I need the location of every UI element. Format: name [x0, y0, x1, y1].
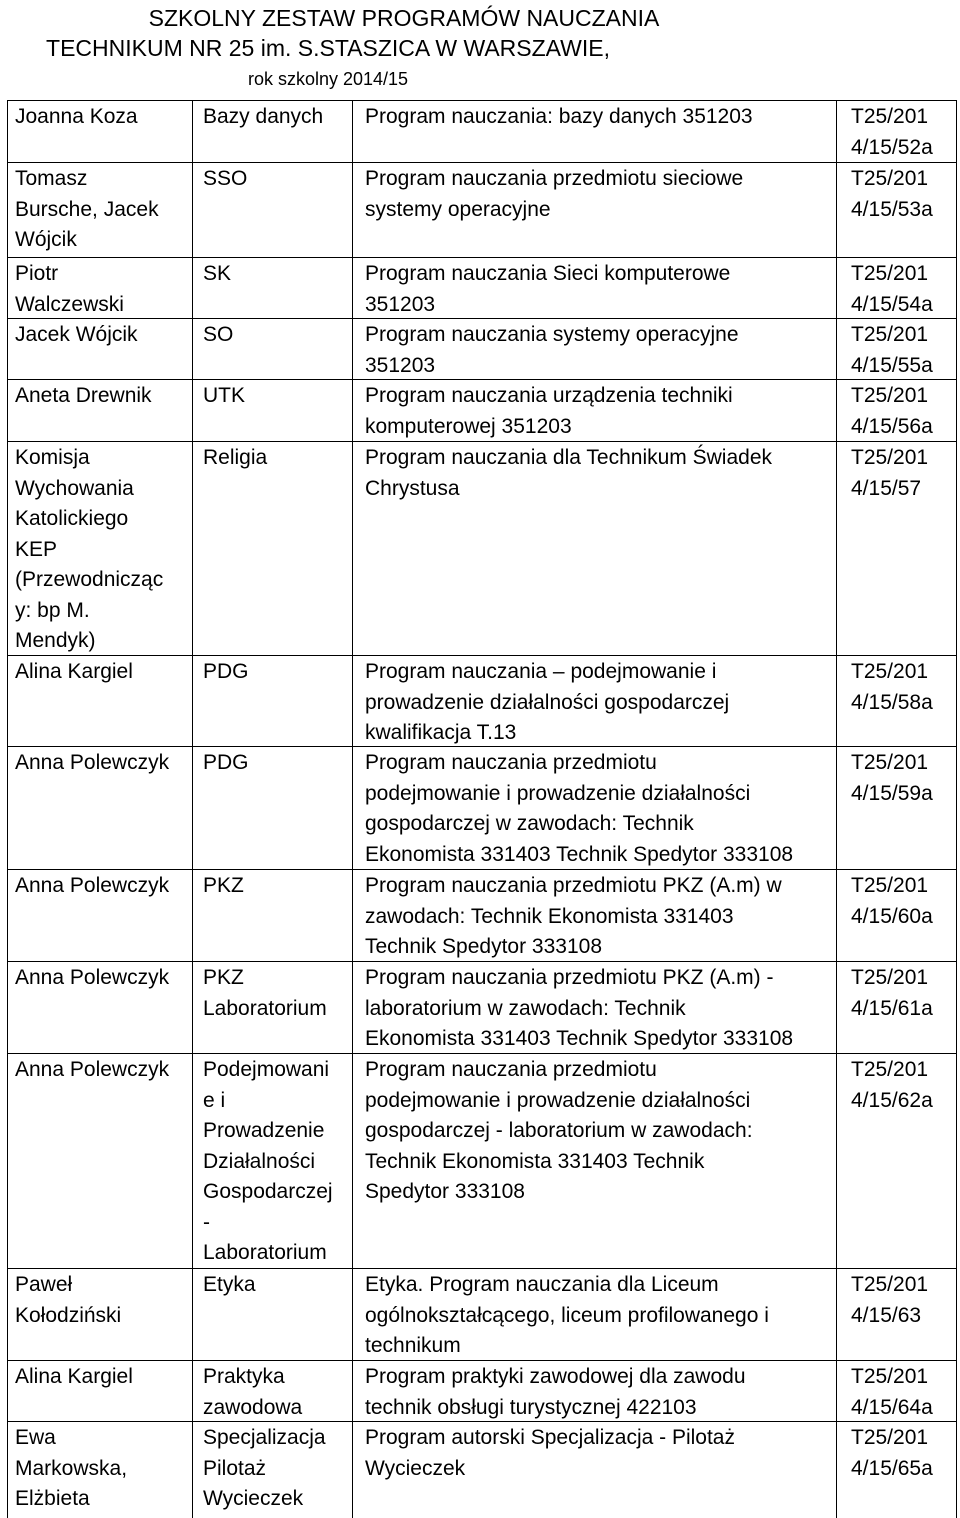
- author-cell: Joanna Koza: [15, 105, 138, 128]
- row-divider: [7, 746, 957, 747]
- author-cell: Alina Kargiel: [15, 1365, 133, 1388]
- subject-cell: Gospodarczej: [203, 1180, 333, 1203]
- program-cell: podejmowanie i prowadzenie działalności: [365, 1088, 751, 1112]
- school-year: rok szkolny 2014/15: [247, 69, 409, 89]
- row-divider: [7, 869, 957, 870]
- program-cell: Program nauczania urządzenia techniki: [365, 384, 733, 407]
- program-cell: Chrystusa: [365, 476, 460, 500]
- author-cell: Wójcik: [15, 228, 77, 251]
- row-divider: [7, 318, 957, 319]
- author-cell: Anna Polewczyk: [15, 966, 170, 989]
- program-cell: kwalifikacja T.13: [365, 721, 517, 744]
- subject-cell: Specjalizacja: [203, 1426, 326, 1449]
- subject-cell: Etyka: [203, 1273, 256, 1296]
- author-cell: Wychowania: [15, 476, 134, 500]
- code-cell: 4/15/64a: [851, 1395, 933, 1419]
- row-divider: [7, 441, 957, 442]
- author-cell: Komisja: [15, 446, 90, 469]
- program-cell: komputerowej 351203: [365, 414, 572, 438]
- subject-cell: PDG: [203, 660, 249, 683]
- program-cell: Etyka. Program nauczania dla Liceum: [365, 1273, 719, 1296]
- subject-cell: PDG: [203, 751, 249, 774]
- title-line-1: SZKOLNY ZESTAW PROGRAMÓW NAUCZANIA: [148, 5, 660, 31]
- code-cell: T25/201: [851, 167, 929, 190]
- author-cell: Anna Polewczyk: [15, 751, 170, 774]
- program-cell: Ekonomista 331403 Technik Spedytor 333108: [365, 1027, 794, 1050]
- subject-cell: UTK: [203, 384, 245, 407]
- program-cell: podejmowanie i prowadzenie działalności: [365, 781, 751, 805]
- author-cell: Tomasz: [15, 167, 88, 190]
- author-cell: Alina Kargiel: [15, 660, 133, 683]
- subject-cell: zawodowa: [203, 1395, 303, 1419]
- row-divider: [7, 1421, 957, 1422]
- subject-cell: Religia: [203, 446, 268, 469]
- subject-cell: -: [203, 1210, 210, 1234]
- subject-cell: Laboratorium: [203, 1241, 327, 1264]
- author-cell: Walczewski: [15, 292, 124, 316]
- program-cell: Technik Ekonomista 331403 Technik: [365, 1149, 705, 1173]
- author-cell: (Przewodnicząc: [15, 568, 164, 591]
- subject-cell: Wycieczek: [203, 1487, 304, 1510]
- program-cell: laboratorium w zawodach: Technik: [365, 996, 686, 1020]
- program-cell: Program nauczania – podejmowanie i: [365, 660, 717, 683]
- subject-cell: e i: [203, 1088, 226, 1112]
- author-cell: Paweł: [15, 1273, 73, 1296]
- row-divider: [7, 655, 957, 656]
- code-cell: T25/201: [851, 262, 929, 285]
- program-cell: zawodach: Technik Ekonomista 331403: [365, 904, 734, 928]
- code-cell: T25/201: [851, 1273, 929, 1296]
- code-cell: 4/15/62a: [851, 1088, 933, 1112]
- code-cell: 4/15/58a: [851, 690, 933, 714]
- program-cell: systemy operacyjne: [365, 197, 551, 221]
- code-cell: T25/201: [851, 966, 929, 989]
- program-cell: Spedytor 333108: [365, 1180, 525, 1203]
- table-divider-3: [836, 100, 837, 1518]
- row-divider: [7, 1053, 957, 1054]
- row-divider: [7, 1360, 957, 1361]
- author-cell: Markowska,: [15, 1456, 128, 1480]
- program-cell: Program nauczania przedmiotu PKZ (A.m) w: [365, 874, 782, 897]
- code-cell: T25/201: [851, 105, 929, 128]
- author-cell: Elżbieta: [15, 1487, 90, 1510]
- author-cell: Anna Polewczyk: [15, 874, 170, 897]
- subject-cell: Laboratorium: [203, 996, 327, 1020]
- table-divider-1: [192, 100, 193, 1518]
- title-line-2: TECHNIKUM NR 25 im. S.STASZICA W WARSZAWIE,: [46, 35, 610, 61]
- row-divider: [7, 162, 957, 163]
- code-cell: T25/201: [851, 446, 929, 469]
- subject-cell: SK: [203, 262, 232, 285]
- subject-cell: SO: [203, 323, 234, 346]
- code-cell: T25/201: [851, 660, 929, 683]
- program-cell: Ekonomista 331403 Technik Spedytor 333108: [365, 842, 794, 866]
- program-cell: 351203: [365, 292, 436, 316]
- author-cell: Anna Polewczyk: [15, 1058, 170, 1081]
- row-divider: [7, 1268, 957, 1269]
- code-cell: 4/15/60a: [851, 904, 933, 928]
- program-cell: technikum: [365, 1334, 461, 1357]
- row-divider: [7, 379, 957, 380]
- code-cell: T25/201: [851, 751, 929, 774]
- program-cell: ogólnokształcącego, liceum profilowanego i: [365, 1303, 769, 1327]
- program-cell: Program nauczania dla Technikum Świadek: [365, 446, 772, 469]
- author-cell: Mendyk): [15, 629, 96, 652]
- author-cell: Kołodziński: [15, 1303, 122, 1327]
- program-cell: 351203: [365, 353, 436, 377]
- table-divider-2: [352, 100, 353, 1518]
- program-cell: Wycieczek: [365, 1456, 466, 1480]
- code-cell: T25/201: [851, 323, 929, 346]
- subject-cell: SSO: [203, 167, 248, 190]
- program-cell: prowadzenie działalności gospodarczej: [365, 690, 730, 714]
- subject-cell: Podejmowani: [203, 1058, 330, 1081]
- author-cell: Aneta Drewnik: [15, 384, 152, 407]
- subject-cell: Bazy danych: [203, 105, 324, 128]
- code-cell: T25/201: [851, 1426, 929, 1449]
- subject-cell: Działalności: [203, 1149, 316, 1173]
- program-cell: Program autorski Specjalizacja - Pilotaż: [365, 1426, 735, 1449]
- program-cell: technik obsługi turystycznej 422103: [365, 1395, 697, 1419]
- code-cell: T25/201: [851, 1365, 929, 1388]
- author-cell: Bursche, Jacek: [15, 197, 159, 221]
- code-cell: 4/15/63: [851, 1303, 922, 1327]
- author-cell: KEP: [15, 537, 58, 561]
- author-cell: Katolickiego: [15, 507, 129, 530]
- code-cell: T25/201: [851, 384, 929, 407]
- table-top-border: [7, 100, 957, 101]
- subject-cell: Prowadzenie: [203, 1119, 325, 1142]
- program-cell: Program nauczania systemy operacyjne: [365, 323, 739, 346]
- program-cell: Program nauczania przedmiotu PKZ (A.m) -: [365, 966, 774, 989]
- author-cell: Piotr: [15, 262, 59, 285]
- program-cell: Technik Spedytor 333108: [365, 935, 602, 958]
- subject-cell: Pilotaż: [203, 1456, 267, 1480]
- program-cell: gospodarczej w zawodach: Technik: [365, 812, 694, 835]
- author-cell: Ewa: [15, 1426, 56, 1449]
- subject-cell: Praktyka: [203, 1365, 285, 1388]
- program-cell: Program nauczania przedmiotu: [365, 1058, 657, 1081]
- code-cell: T25/201: [851, 1058, 929, 1081]
- row-divider: [7, 257, 957, 258]
- program-cell: Program nauczania przedmiotu sieciowe: [365, 167, 744, 190]
- program-cell: Program nauczania Sieci komputerowe: [365, 262, 731, 285]
- author-cell: y: bp M.: [15, 598, 90, 622]
- subject-cell: PKZ: [203, 966, 244, 989]
- code-cell: T25/201: [851, 874, 929, 897]
- code-cell: 4/15/53a: [851, 197, 933, 221]
- code-cell: 4/15/57: [851, 476, 922, 500]
- program-cell: Program nauczania: bazy danych 351203: [365, 105, 753, 128]
- author-cell: Jacek Wójcik: [15, 323, 138, 346]
- program-cell: Program praktyki zawodowej dla zawodu: [365, 1365, 746, 1388]
- table-right-border: [956, 100, 957, 1518]
- table-left-border: [7, 100, 8, 1518]
- code-cell: 4/15/55a: [851, 353, 933, 377]
- code-cell: 4/15/52a: [851, 135, 933, 159]
- code-cell: 4/15/61a: [851, 996, 933, 1020]
- program-cell: Program nauczania przedmiotu: [365, 751, 657, 774]
- program-cell: gospodarczej - laboratorium w zawodach:: [365, 1119, 753, 1142]
- row-divider: [7, 961, 957, 962]
- code-cell: 4/15/65a: [851, 1456, 933, 1480]
- subject-cell: PKZ: [203, 874, 244, 897]
- code-cell: 4/15/56a: [851, 414, 933, 438]
- code-cell: 4/15/59a: [851, 781, 933, 805]
- code-cell: 4/15/54a: [851, 292, 933, 316]
